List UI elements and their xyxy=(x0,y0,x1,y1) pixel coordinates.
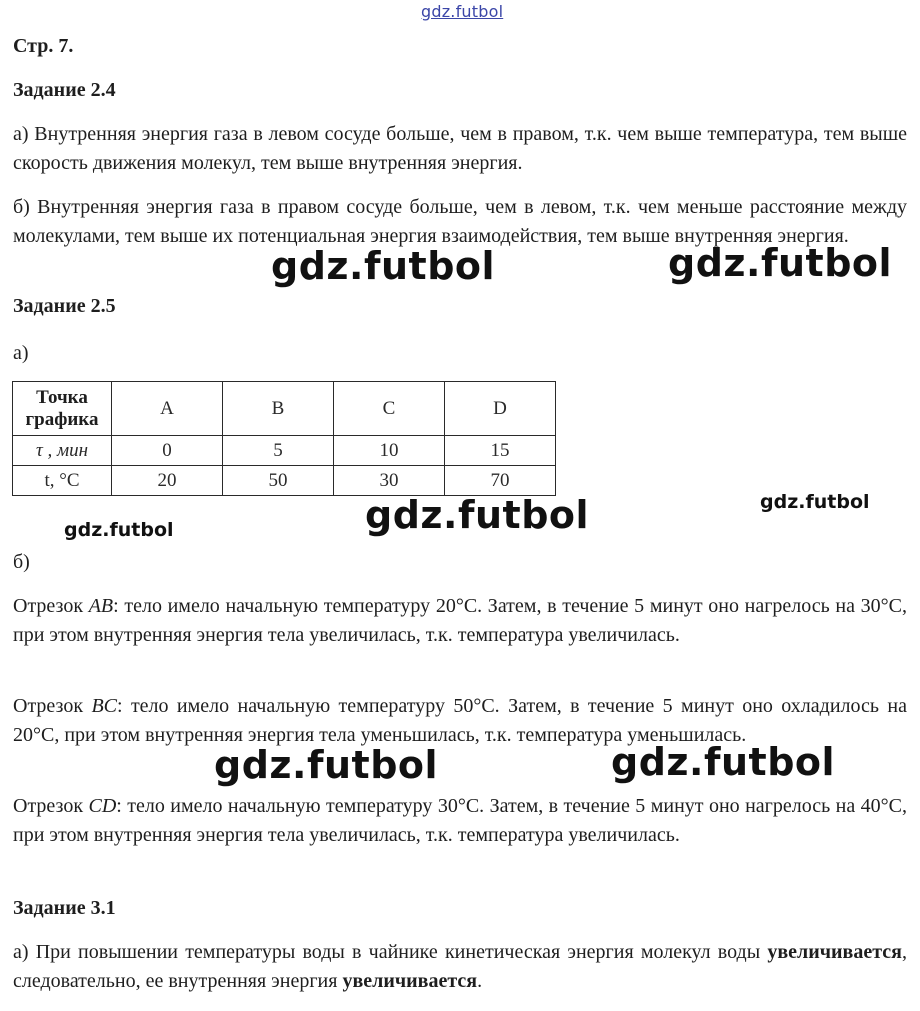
point-cell: A xyxy=(112,382,223,436)
table-cell: 30 xyxy=(334,466,445,496)
point-cell: C xyxy=(334,382,445,436)
segment-ab-text xyxy=(13,592,907,649)
watermark: gdz.futbol xyxy=(271,244,496,288)
task-2-4-title: Задание 2.4 xyxy=(13,79,116,101)
task-2-4-part-b: б) Внутренняя энергия газа в правом сосуде больше, чем в левом, т.к. чем меньше расстояние между молекулами, тем выше их потенциальная энергия взаимодействия, тем выше внутренняя энергия. xyxy=(13,196,907,247)
task-3-1-title: Задание 3.1 xyxy=(13,897,116,919)
segment-prefix: Отрезок xyxy=(13,795,89,817)
segment-description: : тело имело начальную температуру 20°C. Затем, в течение 5 минут оно нагрелось на 30°C, при этом внутренняя энергия тела увеличилась, т.к. температура увеличилась. xyxy=(13,595,907,646)
task-3-1-part-a xyxy=(13,938,907,995)
text-fragment: а) При повышении температуры воды в чайнике кинетическая энергия молекул воды xyxy=(13,941,768,963)
table-cell: 70 xyxy=(445,466,556,496)
watermark: gdz.futbol xyxy=(214,743,439,787)
table-header-cell xyxy=(13,382,112,436)
watermark: gdz.futbol xyxy=(611,740,836,784)
row-label-temp: t, °C xyxy=(13,466,112,496)
task-2-5-title: Задание 2.5 xyxy=(13,295,116,317)
task-2-5-part-a-label: а) xyxy=(13,342,29,364)
watermark: gdz.futbol xyxy=(760,491,870,513)
text-fragment: . xyxy=(477,969,483,992)
point-cell: B xyxy=(223,382,334,436)
task-2-4-part-a: а) Внутренняя энергия газа в левом сосуде больше, чем в правом, т.к. чем выше температура, тем выше скорость движения молекул, тем выше внутренняя энергия. xyxy=(13,123,907,174)
table-row xyxy=(13,436,556,466)
table-row xyxy=(13,466,556,496)
text-fragment: , следовательно, ее внутренняя энергия xyxy=(13,941,907,992)
header-label-line-1: Точка xyxy=(36,386,88,408)
segment-name: BC xyxy=(91,695,117,717)
segment-prefix: Отрезок xyxy=(13,595,89,617)
segment-prefix: Отрезок xyxy=(13,695,92,717)
segment-name: AB xyxy=(88,595,114,617)
page-label: Стр. 7. xyxy=(13,35,74,57)
table-row xyxy=(13,382,556,436)
table-cell: 10 xyxy=(334,436,445,466)
watermark: gdz.futbol xyxy=(668,241,893,285)
segment-name: CD xyxy=(88,795,117,817)
segment-cd-text xyxy=(13,792,907,849)
watermark: gdz.futbol xyxy=(64,519,174,541)
watermark: gdz.futbol xyxy=(365,493,590,537)
point-cell: D xyxy=(445,382,556,436)
segment-description: : тело имело начальную температуру 30°C. Затем, в течение 5 минут оно нагрелось на 40°C, при этом внутренняя энергия тела увеличилась, т.к. температура увеличилась. xyxy=(13,795,907,846)
emphasis-increases: увеличивается xyxy=(342,969,478,992)
points-table xyxy=(12,381,556,496)
row-label-time: τ , мин xyxy=(13,436,112,466)
table-cell: 15 xyxy=(445,436,556,466)
table-cell: 20 xyxy=(112,466,223,496)
task-2-5-part-b-label: б) xyxy=(13,551,30,573)
table-cell: 50 xyxy=(223,466,334,496)
table-cell: 0 xyxy=(112,436,223,466)
header-label-line-2: графика xyxy=(25,408,99,430)
table-cell: 5 xyxy=(223,436,334,466)
emphasis-increases: увеличивается xyxy=(767,941,902,963)
segment-description: : тело имело начальную температуру 50°C. Затем, в течение 5 минут оно охладилось на 20°C, при этом внутренняя энергия тела уменьшилась, т.к. температура уменьшилась. xyxy=(13,695,907,746)
watermark-top-link[interactable]: gdz.futbol xyxy=(421,2,504,21)
